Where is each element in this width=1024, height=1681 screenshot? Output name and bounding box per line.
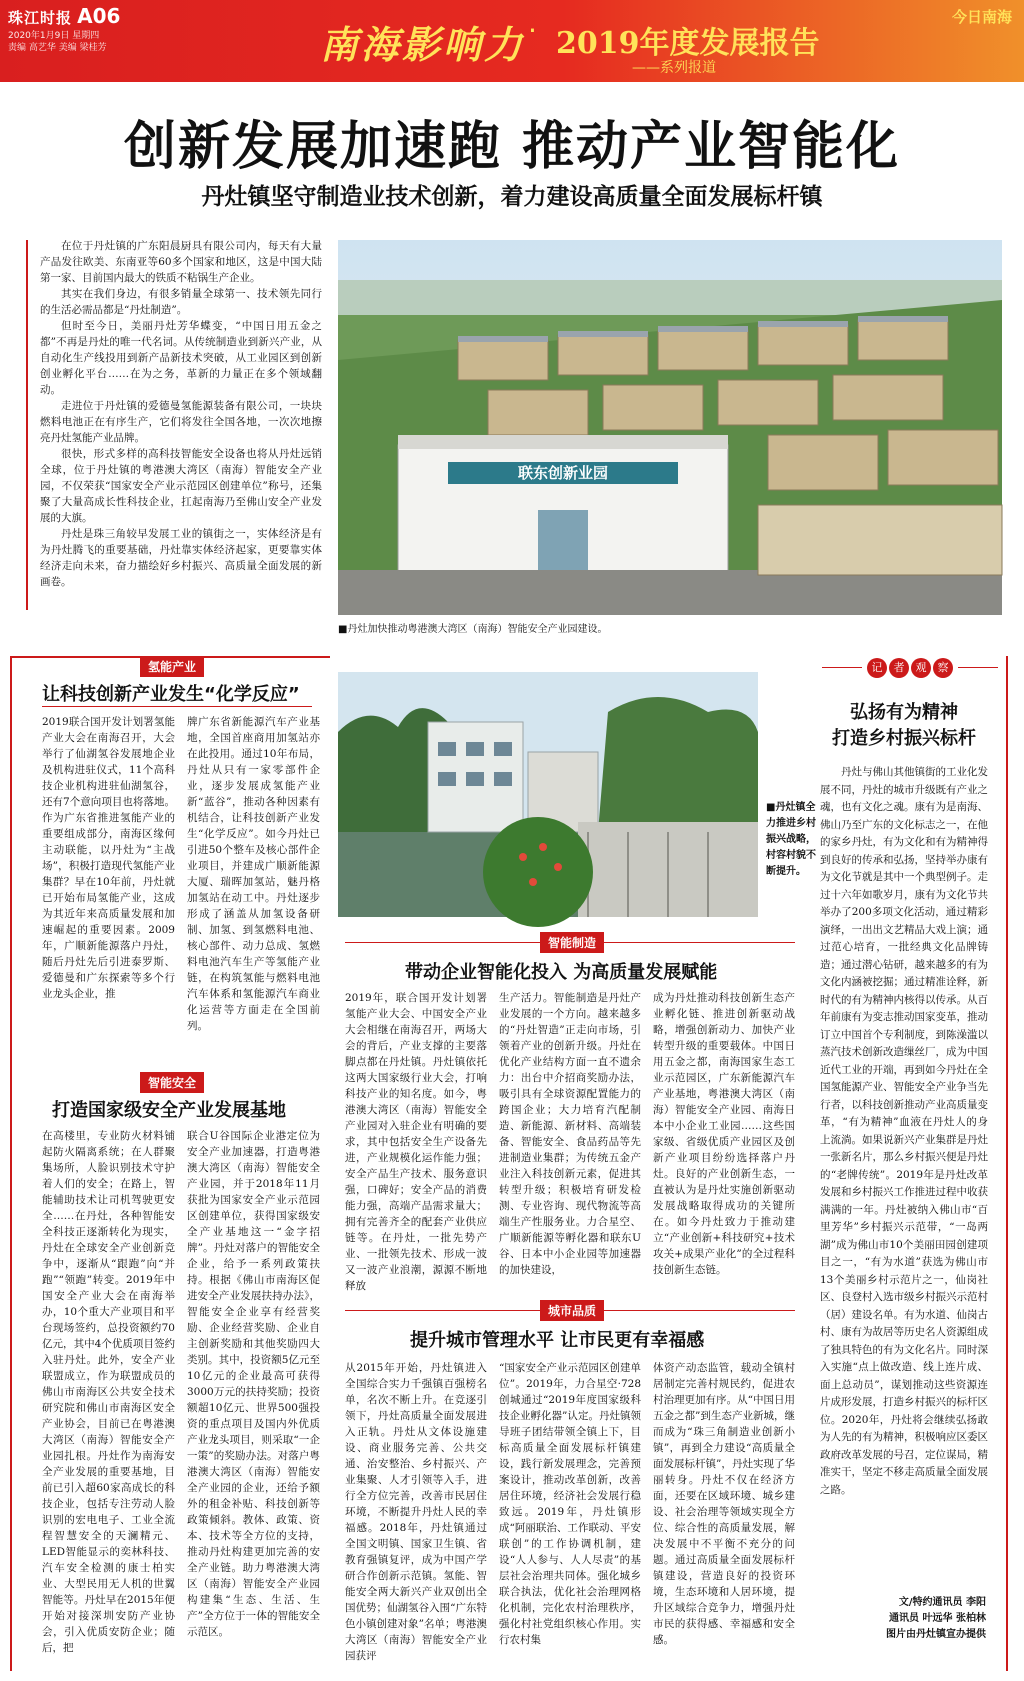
brand-title: 南海影响力 <box>320 22 526 67</box>
smart-title: 带动企业智能化投入 为高质量发展赋能 <box>405 962 718 983</box>
safety-title: 打造国家级安全产业发展基地 <box>52 1100 286 1121</box>
sub-headline: 丹灶镇坚守制造业技术创新，着力建设高质量全面发展标杆镇 <box>201 183 823 210</box>
industrial-park-photo <box>338 240 1002 615</box>
editorial-tag-char: 观 <box>911 658 931 678</box>
section-left-rule <box>10 656 12 1671</box>
smart-tag: 智能制造 <box>540 932 604 953</box>
hydrogen-title-rule <box>42 706 312 707</box>
intro-paragraph: 很快，形式多样的高科技智能安全设备也将从丹灶远销全球，位于丹灶镇的粤港澳大湾区（南海）智能安全产业园，不仅荣获“国家安全产业示范园区创建单位”称号，还集聚了大量高成长性科技企业，扛起南海乃至佛山安全产业发展的大旗。 <box>40 448 322 524</box>
city-column: 从2015年开始，丹灶镇进入全国综合实力千强镇百强榜名单，名次不断上升。在竞逐引领下，丹灶高质量全面发展进入正轨。丹灶从文体设施建设、商业服务完善、公共交通、治安整治、乡村振兴、产业集聚、人才引领等入手，进行全方位完善，改善市民居住环境，不断提升丹灶人民的幸福感。2018年，丹灶镇通过全国文明镇、国家卫生镇、省教育强镇复评，成为中国产学研合作创新示范镇。氢能、智能安全两大新兴产业双创出全国优势；仙湖氢谷入围“广东特色小镇创建对象”名单；粤港澳大湾区（南海）智能安全产业园获评 <box>345 1362 487 1662</box>
intro-paragraph: 丹灶是珠三角较早发展工业的镇街之一，实体经济是有为丹灶腾飞的重要基础，丹灶靠实体经济起家，更要靠实体经济走向未来，奋力描绘好乡村振兴、高质量全面发展的新画卷。 <box>40 528 322 588</box>
city-tag: 城市品质 <box>540 1300 604 1321</box>
brand-dot: · <box>528 14 537 47</box>
intro-article <box>40 238 322 608</box>
editorial-column <box>820 700 988 1680</box>
issue-date: 2020年1月9日 星期四 <box>8 31 100 41</box>
intro-paragraph: 但时至今日，美丽丹灶芳华蝶变，“中国日用五金之都”不再是丹灶的唯一代名词。从传统制造业到新兴产业，从自动化生产线投用到新产品新技术突破，从工业园区到创新创业孵化平台……在为之务，革新的力量正在多个领域翻动。 <box>40 320 322 396</box>
hydrogen-column: 牌广东省新能源汽车产业基地，全国首座商用加氢站亦在此投用。通过10年布局，丹灶从只有一家零部件企业，逐步发展成氢能产业新“蓝谷”，推动各种因素有机结合，让科技创新产业发生“化学反应”。如今丹灶已引进50个整车及核心部件企业项目，并建成广顺新能源大厦、瑞晖加氢站，魅丹格加氢站在动工中。丹灶逐步形成了涵盖从加氢设备研制、加氢、到氢燃料电池、核心部件、动力总成、氢燃料电池汽车生产等氢能产业链，在构筑氢能与燃料电池汽车体系和氢能源汽车商业化运营等方面走在全国前列。 <box>187 716 320 1032</box>
byline <box>826 1595 986 1643</box>
issue-meta <box>8 30 158 54</box>
city-column: “国家安全产业示范园区创建单位”。2019年，力合星空·728创城通过“2019年度国家级科技企业孵化器”认定。丹灶镇领导班子团结带领全镇上下，目标高质量全面发展标杆镇建设，践行新发展理念，完善预案设计，推动改革创新，改善居住环境，经济社会发展行稳致远。2019年，丹灶镇形成“阿丽联治、工作联动、平安联创”的工作协调机制，建设“人人参与、人人尽责”的基层社会治理共同体。强化城乡联合执法，优化社会治理网格化机制，完化农村治理秩序，强化村社党组织核心作用。实行农村集 <box>499 1362 641 1646</box>
series-label: ——系列报道 <box>632 60 716 76</box>
report-title: 2019年度发展报告 <box>556 26 820 61</box>
building-sign: 联东创新业园 <box>517 464 609 482</box>
page-number: A06 <box>77 4 121 28</box>
page-header-left <box>8 4 158 54</box>
byline-line: 图片由丹灶镇宣办提供 <box>886 1629 986 1640</box>
city-article <box>345 1360 795 1665</box>
city-column: 体资产动态监管，载动全镇村居制定完善村规民约，促进农村治理更加有序。从“中国日用五金之都”到生态产业新城，继而成为“珠三角制造业创新小镇”，再到全力建设“高质量全面发展标杆镇”，丹灶实现了华丽转身。丹灶不仅在经济方面，还要在区域环境、城乡建设、社会治理等领域实现全方位、综合性的高质量发展，解决发展中不平衡不充分的问题。通过高质量全面发展标杆镇建设，营造良好的投资环境，生态环境和人居环境，提升区域综合竞争力，增强丹灶市民的获得感、幸福感和安全感。 <box>653 1362 795 1646</box>
newspaper-name: 珠江时报 <box>8 9 73 27</box>
village-photo <box>338 672 758 917</box>
hydrogen-tag: 氢能产业 <box>140 656 204 677</box>
intro-paragraph: 在位于丹灶镇的广东阳晨厨具有限公司内，每天有大量产品发往欧美、东南亚等60多个国家和地区，这是中国大陆第一家、目前国内最大的铁质不粘锅生产企业。 <box>40 240 322 284</box>
safety-column: 在高楼里，专业防火材料铺起防火隔离系统；在人群聚集场所，人脸识别技术守护着人们的安全；在路上，智能辅助技术让司机驾驶更安全……在丹灶，各种智能安全科技正逐渐转化为现实，丹灶在全球安全产业创新竞争中，逐渐从“跟跑”向“并跑”“领跑”转变。2019年中国安全产业大会在南海举办，10个重大产业项目和平台现场签约，总投资额约70亿元，其中4个优质项目签约入驻丹灶。此外，安全产业联盟成立，作为联盟成员的佛山市南海区公共安全技术研究院和佛山市南海区安全产业协会，目前已在粤港澳大湾区（南海）智能安全产业园扎根。丹灶作为南海安全产业发展的重要基地，目前已引入超60家高成长的科技企业，包括专注劳动人脸识别的宏电电子、工业全流程智慧安全的天澜精元、LED智能显示的奕林科技、汽车安全检测的康士柏实业、大型民用无人机的世翼智能等。丹灶早在2015年便开始对接深圳安防产业协会，引入优质安防企业；随后，把 <box>42 1130 175 1654</box>
editorial-tag <box>866 656 954 678</box>
editorial-rule-left <box>822 667 862 668</box>
smart-column: 成为丹灶推动科技创新生态产业孵化链、推进创新驱动战略，增强创新动力、加快产业转型升级的重要载体。中国日用五金之都，南海国家生态工业示范园区，广东新能源汽车产业基地，粤港澳大湾区（南海）智能安全产业园、南海日本中小企业工业园……这些国家级、省级优质产业园区及创新产业项目纷纷选择落户丹灶。良好的产业创新生态，一直被认为是丹灶实施创新驱动发展战略取得成功的关键所在。如今丹灶致力于推动建立“产业创新+科技研究+技术攻关+成果产业化”的全过程科技创新生态链。 <box>653 992 795 1276</box>
smart-column: 2019年，联合国开发计划署氢能产业大会、中国安全产业大会相继在南海召开，两场大会的背后，产业支撑的主要落脚点都在丹灶镇。丹灶镇依托这两大国家级行业大会，打响科技产业的知名度。如今，粤港澳大湾区（南海）智能安全产业园对入驻企业有明确的要求，其中包括安全生产设备先进，产业规模化运作能力强；安全产品生产技术、服务意识强，口碑好；安全产品的消费能力强，高端产品需求量大；拥有完善齐全的配套产业供应链等。在丹灶，一批先势产业、一批领先技术、形成一波又一波产业浪潮，源源不断地释放 <box>345 992 487 1292</box>
intro-paragraph: 走进位于丹灶镇的爱德曼氢能源装备有限公司，一块块燃料电池正在有序生产，它们将发往全国各地，一次次地擦亮丹灶氢能产业品牌。 <box>40 400 322 444</box>
hydrogen-article <box>42 714 320 1032</box>
section-label: 今日南海 <box>951 8 1012 26</box>
byline-line: 通讯员 叶远华 张柏林 <box>889 1613 986 1624</box>
main-headline: 创新发展加速跑 推动产业智能化 <box>123 117 901 177</box>
safety-tag: 智能安全 <box>140 1072 204 1093</box>
photo2-caption: ■丹灶镇全力推进乡村振兴战略，村容村貌不断提升。 <box>766 802 816 877</box>
issue-editors: 责编 高艺华 美编 梁桂芳 <box>8 43 107 53</box>
byline-line: 文/特约通讯员 李阳 <box>898 1597 986 1608</box>
editorial-paragraph: 丹灶与佛山其他镇街的工业化发展不同，丹灶的城市升级既有产业之魂，也有文化之魂。康有为是南海、佛山乃至广东的文化标志之一，在他的家乡丹灶，有为文化和有为精神得到良好的传承和弘扬，坚持举办康有为文化节就是其中一个典型例子。走过十六年如歌岁月，康有为文化节共举办了200多项文化活动，通过精彩演绎，一出出文艺精品大戏上演；通过范心培育，一批经典文化品牌铸造；通过潜心钻研，越来越多的有为文化内涵被挖掘；通过精准诠释，新时代的有为精神内核得以传承。从百年前康有为变志推动国家变革，推动订立中国首个专利制度，到陈澡滥以蒸汽技术创新改造缫丝厂，成为中国近代工业的开端，再到如今丹灶在全国氢能源产业、智能安全产业争当先行者，以科技创新推动产业高质量变革，“有为精神”血液在丹灶人的身上流淌。如果说新兴产业集群是丹灶一张新名片，那么乡村振兴便是丹灶的“老牌传统”。2019年是丹灶改革发展和乡村振兴工作推进过程中收获满满的一年。丹灶被纳入佛山市“百里芳华”乡村振兴示范带，“一岛两湖”成为佛山市10个美丽田园创建项目之一，“有为水道”获选为佛山市13个美丽乡村示范片之一，仙岗社区、良登村入选市级乡村振兴示范村（居）建设名单。有为水道、仙岗古村、康有为故居等历史名人资源组成了独具特色的有为文化名片。同时深入实施“点上做改造、线上连片成、面上总动员”，谋划推动这些资源连片成形发展，打造乡村振兴的标杆区位。2020年，丹灶将会继续弘扬敢为人先的有为精神，积极响应区委区政府改革发展的号召，定位谋局，精准实干，坚定不移走高质量全面发展之路。 <box>820 766 988 1496</box>
editorial-tag-char: 察 <box>933 658 953 678</box>
safety-column: 联合U谷国际企业港定位为安全产业加速器，打造粤港澳大湾区（南海）智能安全产业园，并于2018年11月获批为国家安全产业示范园区创建单位，获得国家级安全产业基地这一“金字招牌”。丹灶对落户的智能安全企业，给予一系列政策扶持。根据《佛山市南海区促进安全产业发展扶持办法》，智能安全企业享有经营奖励、企业经营奖励、企业自主创新奖励和其他奖励四大类别。其中，投资额5亿元至10亿元的企业最高可获得3000万元的扶持奖励；投资额超10亿元、世界500强投资的重点项目及国内外优质产业龙头项目，则采取“一企一策”的奖励办法。对落户粤港澳大湾区（南海）智能安全产业园的企业，还给予额外的租金补贴、科技创新等政策倾斜。教体、政策、资本、技术等全方位的支持，推动丹灶构建更加完善的安全产业链。助力粤港澳大湾区（南海）智能安全产业园构建集“生态、生活、生产”全方位于一体的智能安全示范区。 <box>187 1130 320 1638</box>
photo1-caption: ■丹灶加快推动粤港澳大湾区（南海）智能安全产业园建设。 <box>338 624 608 635</box>
smart-article <box>345 990 795 1292</box>
editorial-tag-char: 者 <box>889 658 909 678</box>
safety-article <box>42 1128 320 1668</box>
hydrogen-title: 让科技创新产业发生“化学反应” <box>42 684 300 705</box>
editorial-rule-right <box>958 667 998 668</box>
editorial-text <box>820 764 988 1499</box>
editorial-title: 弘扬有为精神 打造乡村振兴标杆 <box>832 702 976 749</box>
intro-paragraph: 其实在我们身边，有很多销量全球第一、技术领先同行的生活必需品都是“丹灶制造”。 <box>40 288 322 316</box>
page-header-band <box>0 0 1024 82</box>
hydrogen-column: 2019联合国开发计划署氢能产业大会在南海召开，大会举行了仙湖氢谷发展地企业及机构进驻仪式，11个高科技企业机构进驻仙湖氢谷，还有7个意向项目也将落地。作为广东省推进氢能产业的重要组成部分，南海区缘何主动联能，以丹灶为“主战场”，积极打造现代氢能产业集群？早在10年前，丹灶就已开始布局氢能产业，这成为其近年来高质量发展和加速崛起的重要因素。2009年，广顺新能源落户丹灶，随后丹灶先后引进泰罗斯、爱德曼和广东探索等多个行业龙头企业，推 <box>42 716 175 1000</box>
section-right-rule <box>1006 656 1008 1671</box>
smart-column: 生产活力。智能制造是丹灶产业发展的一个方向。越来越多的“丹灶智造”正走向市场，引领着产业的创新升级。丹灶在优化产业结构方面一直不遗余力：出台中介招商奖励办法，吸引具有全球资源配置能力的跨国企业；大力培育汽配制造、新能源、新材料、高端装备、智能安全、食品药品等先进制造业集群；为传统五金产业注入科技创新元素，促进其转型升级；积极培育研发检测、专业咨询、现代物流等高端生产性服务业。力合星空、广顺新能源等孵化器和联东U谷、日本中小企业园等加速器的加快建设， <box>499 992 641 1276</box>
city-title: 提升城市管理水平 让市民更有幸福感 <box>410 1330 705 1351</box>
editorial-tag-char: 记 <box>867 658 887 678</box>
